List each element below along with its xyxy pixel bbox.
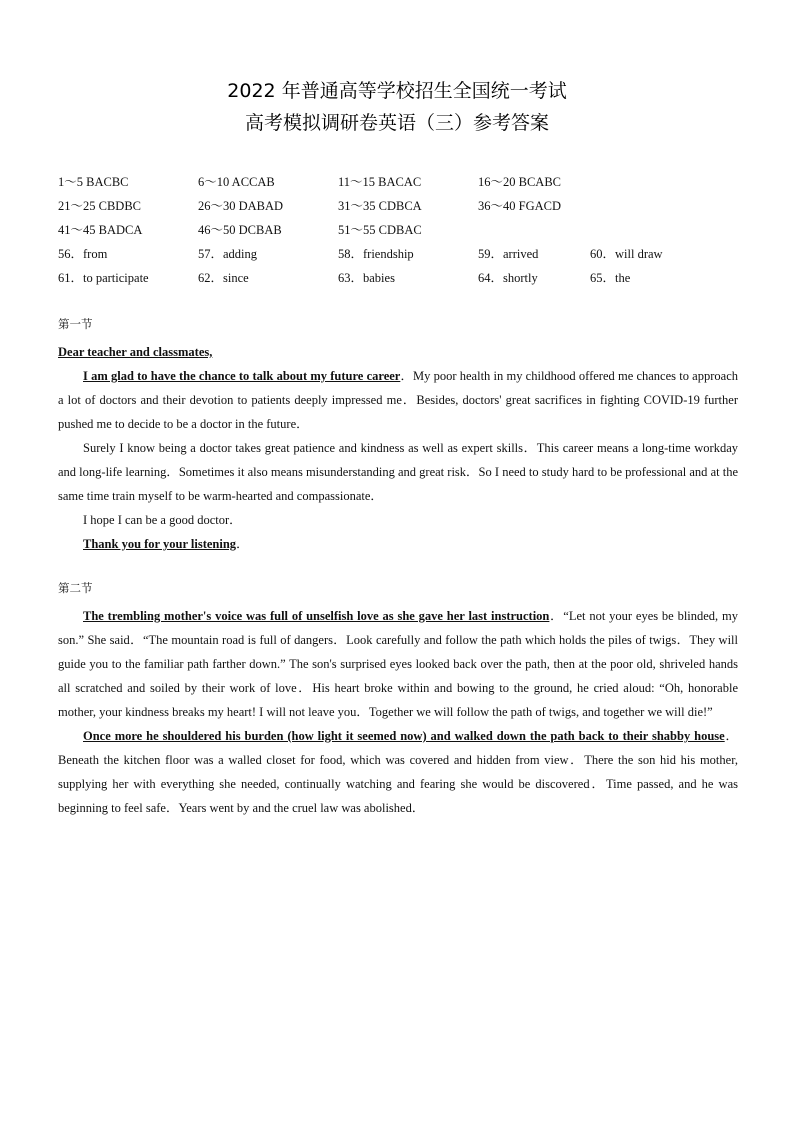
paragraph-text: ．Beneath the kitchen floor was a walled closet for food, which was covered and hidden from view．There the son hid his mother, supplying her with everything she needed, continually watching and fearing she would be discovered．Time passed, and he was beginning to feel safe．Years went by and the cruel law was abolished． (58, 729, 738, 815)
answer-cell: 6～10 ACCAB (198, 175, 275, 189)
answer-cell: 60．will draw (590, 247, 663, 261)
answer-cell: 26～30 DABAD (198, 199, 284, 213)
answer-cell: 63．babies (338, 271, 395, 285)
answer-cell: 65．the (590, 271, 631, 285)
underlined-opening-sentence: Once more he shouldered his burden (how light it seemed now) and walked down the path back to their shabby house (83, 729, 725, 743)
paragraph (58, 364, 738, 436)
closing (58, 532, 738, 556)
underlined-opening-sentence: The trembling mother's voice was full of unselfish love as she gave her last instruction (83, 609, 550, 623)
section-heading-2: 第二节 (58, 581, 93, 595)
essay-section-1 (58, 340, 738, 556)
answer-cell: 59．arrived (478, 247, 539, 261)
answer-cell: 64．shortly (478, 271, 538, 285)
answer-cell: 11～15 BACAC (338, 175, 422, 189)
paragraph (58, 724, 738, 820)
closing-text: Thank you for your listening (83, 537, 237, 551)
answer-cell: 16～20 BCABC (478, 175, 562, 189)
paragraph-text: ．My poor health in my childhood offered me chances to approach a lot of doctors and their devotion to patients deeply impressed me．Besides, doctors' great sacrifices in fighting COVID-19 further pushed me to decide to be a doctor in the future． (58, 369, 738, 431)
document-title: 2022 年普通高等学校招生全国统一考试 (227, 80, 567, 102)
paragraph (58, 508, 738, 532)
document-subtitle: 高考模拟调研卷英语（三）参考答案 (244, 112, 549, 134)
answer-cell: 56．from (58, 247, 108, 261)
answer-cell: 62．since (198, 271, 249, 285)
answer-cell: 41～45 BADCA (58, 223, 143, 237)
salutation-text: Dear teacher and classmates, (58, 345, 213, 359)
essay-section-2 (58, 604, 738, 820)
answer-cell: 61．to participate (58, 271, 149, 285)
answer-cell: 21～25 CBDBC (58, 199, 142, 213)
paragraph-text: I hope I can be a good doctor． (83, 513, 242, 527)
paragraph-text: ．“Let not your eyes be blinded, my son.” She said．“The mountain road is full of dangers．Look carefully and follow the path which holds the piles of twigs．They will guide you to the familiar path farther down.” The son's surprised eyes looked back over the path, then at the poor old, shriveled hands all scratched and soiled by their work of love．His heart broke within and bowing to the ground, he cried aloud: “Oh, honorable mother, your kindness breaks my heart! I will not leave you．Together we will follow the path of twigs, and together we will die!” (58, 609, 738, 719)
answer-cell: 36～40 FGACD (478, 199, 561, 213)
answer-cell: 51～55 CDBAC (338, 223, 422, 237)
answer-cell: 31～35 CDBCA (338, 199, 422, 213)
section-heading-1: 第一节 (58, 317, 93, 331)
answer-cell: 57．adding (198, 247, 258, 261)
answer-cell: 58．friendship (338, 247, 414, 261)
paragraph-text: Surely I know being a doctor takes great patience and kindness as well as expert skills．This career means a long-time workday and long-life learning．Sometimes it also means misunderstanding and great risk．So I need to study hard to be professional and at the same time train myself to be warm-hearted and compassionate． (58, 441, 738, 503)
paragraph (58, 604, 738, 724)
answer-cell: 46～50 DCBAB (198, 223, 282, 237)
salutation (58, 340, 738, 364)
answer-cell: 1～5 BACBC (58, 175, 129, 189)
underlined-opening-sentence: I am glad to have the chance to talk about my future career (83, 369, 401, 383)
paragraph (58, 436, 738, 508)
closing-punct: ． (236, 537, 249, 551)
